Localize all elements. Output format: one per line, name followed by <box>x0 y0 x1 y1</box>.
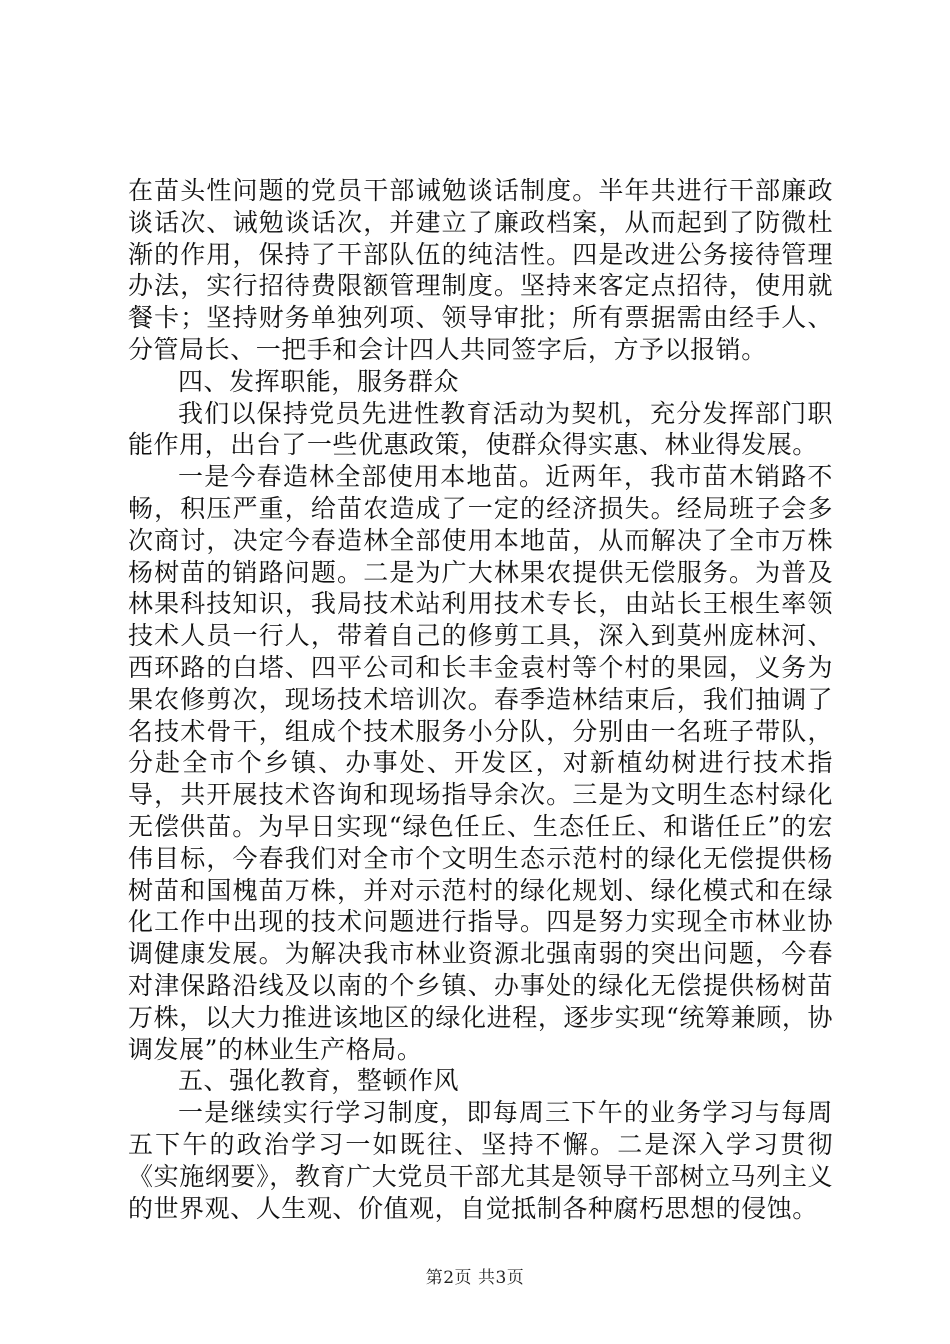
paragraph: 一是继续实行学习制度，即每周三下午的业务学习与每周五下午的政治学习一如既往、坚持不懈。二是深入学习贯彻《实施纲要》，教育广大党员干部尤其是领导干部树立马列主义的世界观、人生观、价值观，自觉抵制各种腐朽思想的侵蚀。 <box>128 1098 833 1223</box>
page-number-footer: 第2页 共3页 <box>425 1268 525 1288</box>
paragraph: 我们以保持党员先进性教育活动为契机，充分发挥部门职能作用，出台了一些优惠政策，使群众得实惠、林业得发展。 <box>128 398 833 460</box>
paragraph: 一是今春造林全部使用本地苗。近两年，我市苗木销路不畅，积压严重，给苗农造成了一定的经济损失。经局班子会多次商讨，决定今春造林全部使用本地苗，从而解决了全市万株杨树苗的销路问题。二是为广大林果农提供无偿服务。为普及林果科技知识，我局技术站利用技术专长，由站长王根生率领技术人员一行人，带着自己的修剪工具，深入到莫州庞林河、西环路的白塔、四平公司和长丰金袁村等个村的果园，义务为果农修剪次，现场技术培训次。春季造林结束后，我们抽调了名技术骨干，组成个技术服务小分队，分别由一名班子带队，分赴全市个乡镇、办事处、开发区，对新植幼树进行技术指导，共开展技术咨询和现场指导余次。三是为文明生态村绿化无偿供苗。为早日实现“绿色任丘、生态任丘、和谐任丘”的宏伟目标，今春我们对全市个文明生态示范村的绿化无偿提供杨树苗和国槐苗万株，并对示范村的绿化规划、绿化模式和在绿化工作中出现的技术问题进行指导。四是努力实现全市林业协调健康发展。为解决我市林业资源北强南弱的突出问题，今春对津保路沿线及以南的个乡镇、办事处的绿化无偿提供杨树苗万株，以大力推进该地区的绿化进程，逐步实现“统筹兼顾，协调发展”的林业生产格局。 <box>128 462 833 1064</box>
paragraph-continuation: 在苗头性问题的党员干部诫勉谈话制度。半年共进行干部廉政谈话次、诫勉谈话次，并建立了廉政档案，从而起到了防微杜渐的作用，保持了干部队伍的纯洁性。四是改进公务接待管理办法，实行招待费限额管理制度。坚持来客定点招待，使用就餐卡；坚持财务单独列项、领导审批；所有票据需由经手人、分管局长、一把手和会计四人共同签字后，方予以报销。 <box>128 176 833 364</box>
section-heading-4: 四、发挥职能，服务群众 <box>178 366 460 396</box>
section-heading-5: 五、强化教育，整顿作风 <box>178 1066 460 1096</box>
document-body <box>128 175 833 1224</box>
